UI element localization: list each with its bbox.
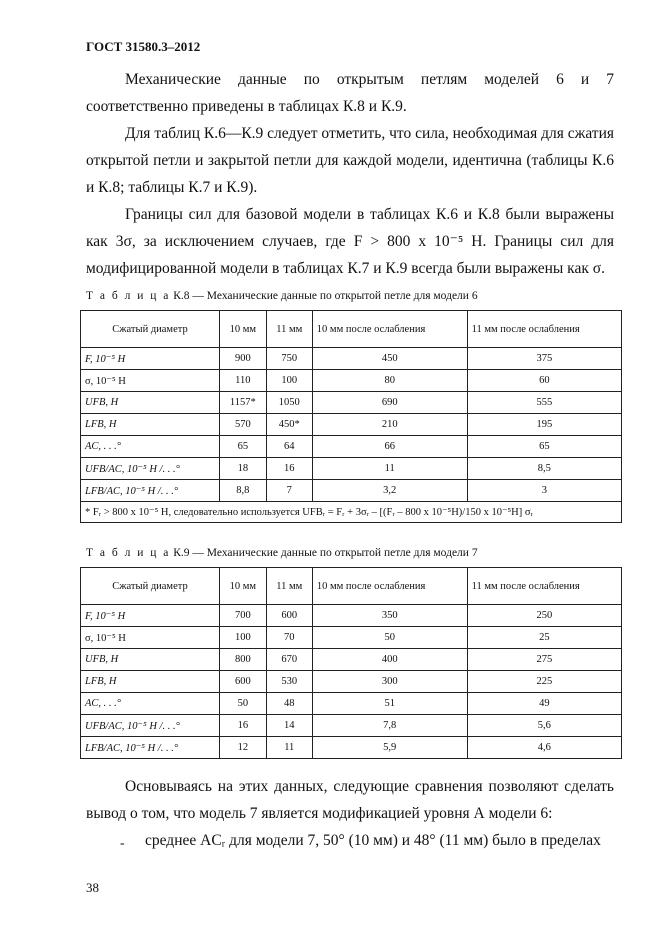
paragraph-2: Для таблиц К.6—К.9 следует отметить, что сила, необходимая для сжатия открытой петли и закрытой петли для каждой модели, идентична (таблицы К.6 и К.8; таблицы К.7 и К.9). <box>86 125 614 196</box>
table-header-row <box>81 311 622 348</box>
caption-text: К.9 — Механические данные по открытой петле для модели 7 <box>173 547 478 559</box>
document-header: ГОСТ 31580.3–2012 <box>86 39 201 54</box>
header-cell: 11 мм <box>266 311 312 348</box>
row-label: UFB, Н <box>81 649 220 671</box>
page-number: 38 <box>86 880 99 895</box>
table-cell: 49 <box>467 693 621 715</box>
table-footnote-row <box>81 502 622 523</box>
table-cell: 450* <box>266 414 312 436</box>
header-cell: 10 мм после ослабления <box>312 568 467 605</box>
table-cell: 210 <box>312 414 467 436</box>
caption-text: К.8 — Механические данные по открытой петле для модели 6 <box>173 290 478 302</box>
table-cell: 750 <box>266 348 312 370</box>
table-cell: 900 <box>220 348 267 370</box>
table-cell: 18 <box>220 458 267 480</box>
table-cell: 555 <box>467 392 621 414</box>
header-cell: Сжатый диаметр <box>81 568 220 605</box>
table-cell: 7 <box>266 480 312 502</box>
table-cell: 16 <box>220 715 267 737</box>
table-cell: 14 <box>266 715 312 737</box>
table-cell: 60 <box>467 370 621 392</box>
table-cell: 51 <box>312 693 467 715</box>
table-row <box>81 627 622 649</box>
table-row <box>81 649 622 671</box>
bullet-marker: - <box>120 836 125 851</box>
row-label: LFB, Н <box>81 414 220 436</box>
table-row <box>81 737 622 759</box>
table-header-row <box>81 568 622 605</box>
table-cell: 100 <box>220 627 267 649</box>
table-row <box>81 436 622 458</box>
table-cell: 5,6 <box>467 715 621 737</box>
table-row <box>81 392 622 414</box>
table-cell: 5,9 <box>312 737 467 759</box>
table-cell: 350 <box>312 605 467 627</box>
header-cell: 11 мм после ослабления <box>467 311 621 348</box>
row-label: LFB/AC, 10⁻⁵ Н /. . .° <box>81 480 220 502</box>
header-cell: Сжатый диаметр <box>81 311 220 348</box>
conclusion-paragraph: Основываясь на этих данных, следующие сравнения позволяют сделать вывод о том, что модель 7 является модификацией уровня А модели 6: <box>86 778 614 822</box>
header-cell: 11 мм <box>266 568 312 605</box>
row-label: σ, 10⁻⁵ Н <box>81 370 220 392</box>
table-cell: 530 <box>266 671 312 693</box>
table-cell: 450 <box>312 348 467 370</box>
row-label: UFB, Н <box>81 392 220 414</box>
table-row <box>81 414 622 436</box>
table-cell: 65 <box>220 436 267 458</box>
table-cell: 66 <box>312 436 467 458</box>
table-cell: 70 <box>266 627 312 649</box>
table-footnote: * Fᵣ > 800 x 10⁻⁵ Н, следовательно используется UFBᵣ = Fᵣ + 3σᵣ – [(Fᵣ – 800 x 10⁻⁵Н)/150 x 10⁻⁵Н] σᵣ <box>81 502 622 523</box>
row-label: UFB/AC, 10⁻⁵ Н /. . .° <box>81 715 220 737</box>
header-cell: 11 мм после ослабления <box>467 568 621 605</box>
table-cell: 11 <box>266 737 312 759</box>
row-label: σ, 10⁻⁵ Н <box>81 627 220 649</box>
table-cell: 195 <box>467 414 621 436</box>
table-cell: 400 <box>312 649 467 671</box>
table-k9-caption <box>86 547 478 559</box>
table-cell: 570 <box>220 414 267 436</box>
row-label: F, 10⁻⁵ Н <box>81 605 220 627</box>
table-row <box>81 715 622 737</box>
table-row <box>81 480 622 502</box>
table-cell: 65 <box>467 436 621 458</box>
table-cell: 12 <box>220 737 267 759</box>
table-cell: 64 <box>266 436 312 458</box>
paragraph-3: Границы сил для базовой модели в таблицах К.6 и К.8 были выражены как 3σ, за исключением случаев, где F > 800 x 10⁻⁵ Н. Границы сил для модифицированной модели в таблицах К.7 и К.9 всегда были выражены как σ. <box>86 206 614 277</box>
table-cell: 50 <box>312 627 467 649</box>
table-k8-caption <box>86 290 478 302</box>
table-cell: 275 <box>467 649 621 671</box>
bullet-item: среднее ACᵣ для модели 7, 50° (10 мм) и 48° (11 мм) было в пределах <box>145 832 601 849</box>
row-label: LFB/AC, 10⁻⁵ Н /. . .° <box>81 737 220 759</box>
table-cell: 800 <box>220 649 267 671</box>
table-cell: 8,8 <box>220 480 267 502</box>
table-cell: 690 <box>312 392 467 414</box>
table-cell: 1157* <box>220 392 267 414</box>
table-row <box>81 605 622 627</box>
row-label: LFB, Н <box>81 671 220 693</box>
caption-prefix: Т а б л и ц а <box>86 290 171 302</box>
row-label: AC, . . .° <box>81 436 220 458</box>
row-label: AC, . . .° <box>81 693 220 715</box>
table-cell: 4,6 <box>467 737 621 759</box>
table-cell: 300 <box>312 671 467 693</box>
row-label: F, 10⁻⁵ Н <box>81 348 220 370</box>
table-row <box>81 671 622 693</box>
table-cell: 7,8 <box>312 715 467 737</box>
table-cell: 8,5 <box>467 458 621 480</box>
table-cell: 600 <box>220 671 267 693</box>
table-cell: 225 <box>467 671 621 693</box>
table-cell: 1050 <box>266 392 312 414</box>
header-cell: 10 мм <box>220 568 267 605</box>
table-cell: 48 <box>266 693 312 715</box>
table-cell: 3 <box>467 480 621 502</box>
table-cell: 16 <box>266 458 312 480</box>
table-cell: 50 <box>220 693 267 715</box>
header-cell: 10 мм <box>220 311 267 348</box>
table-row <box>81 458 622 480</box>
table-k8 <box>80 310 622 523</box>
table-cell: 375 <box>467 348 621 370</box>
table-cell: 11 <box>312 458 467 480</box>
table-k9 <box>80 567 622 759</box>
paragraph-1: Механические данные по открытым петлям моделей 6 и 7 соответственно приведены в таблицах К.8 и К.9. <box>86 71 614 115</box>
table-cell: 670 <box>266 649 312 671</box>
table-cell: 3,2 <box>312 480 467 502</box>
table-cell: 25 <box>467 627 621 649</box>
table-cell: 100 <box>266 370 312 392</box>
table-cell: 600 <box>266 605 312 627</box>
table-cell: 110 <box>220 370 267 392</box>
table-cell: 250 <box>467 605 621 627</box>
table-row <box>81 370 622 392</box>
table-cell: 80 <box>312 370 467 392</box>
table-row <box>81 348 622 370</box>
row-label: UFB/AC, 10⁻⁵ Н /. . .° <box>81 458 220 480</box>
caption-prefix: Т а б л и ц а <box>86 547 171 559</box>
table-cell: 700 <box>220 605 267 627</box>
table-row <box>81 693 622 715</box>
header-cell: 10 мм после ослабления <box>312 311 467 348</box>
